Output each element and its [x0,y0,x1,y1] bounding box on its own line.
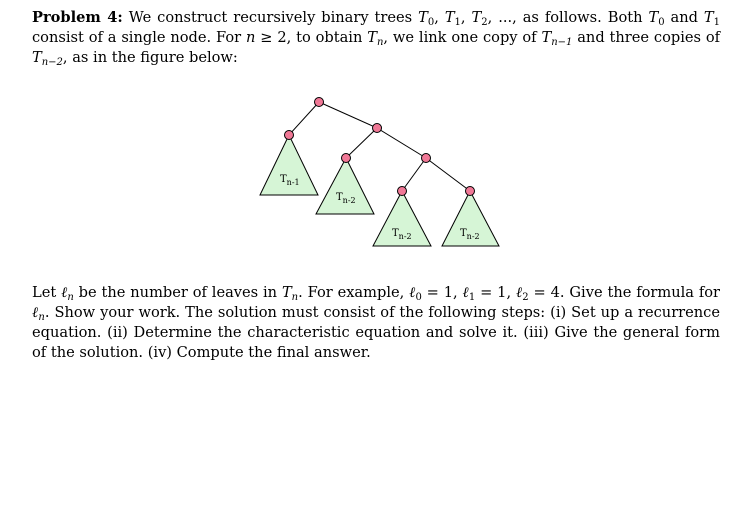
tree-node [398,187,407,196]
problem-text: We construct recursively binary trees [122,9,419,26]
subtree-t-n-2-first [316,158,374,214]
math-Tn-2: $T_{n-2}$ [32,49,63,68]
tree-node [285,131,294,140]
subtree-t-n-1 [260,135,318,195]
math-Tn: $T_n$ [281,284,299,303]
math-ell-2: ℓ$_2$ [515,284,529,303]
math-ell-n: ℓ$_n$ [32,304,45,323]
edges [289,102,470,191]
subtree-label: $T_{n-2}$ [336,192,356,205]
edge-b-right [426,158,470,191]
math-ell-n: ℓ$_n$ [61,284,74,303]
edge-root-left [289,102,319,135]
tree-node [342,154,351,163]
tree-node [373,124,382,133]
edge-a-left [346,128,377,158]
math-T0: $T_0$ [418,9,435,28]
tree-node-root [315,98,324,107]
nodes [285,98,475,196]
tree-node [422,154,431,163]
math-T1: $T_1$ [444,9,461,28]
math-n: n [245,29,256,46]
math-T1: $T_1$ [703,9,721,28]
subtree-label: $T_{n-2}$ [392,228,412,241]
edge-b-left [402,158,426,191]
math-Tn-1: $T_{n-1}$ [541,29,573,48]
question-statement: Let ℓ$_n$ be the number of leaves in $T_n$. For example, ℓ$_0$ = 1, ℓ$_1$ = 1, ℓ$_2$ = 4. Give the formula for ℓ$_n$. Show your work. The solution must consist of the following steps: (i) Set up a recurrence equation. (ii) Determine the characteristic equation and solve it. (iii) Give the general form of the solution. (iv) Compute the final answer. [32,284,720,361]
math-ell-0: ℓ$_0$ [409,284,422,303]
math-Tn: $T_n$ [367,29,384,48]
math-T2: $T_2$ [471,9,488,28]
subtree-triangle [316,158,374,214]
subtree-t-n-2-second [373,191,431,246]
problem-statement: Problem 4: We construct recursively binary trees $T_0$, $T_1$, $T_2$, ..., as follows. Both $T_0$ and $T_1$ consist of a single node. For n ≥ 2, to obtain $T_n$, we link one copy of $T_{n-1}$ and three copies of $T_{n-2}$, as in the figure below: [32,9,721,68]
problem-label: Problem 4: [32,9,123,26]
subtree-label: $T_{n-1}$ [280,174,300,187]
subtree-label: $T_{n-2}$ [460,228,480,241]
edge-root-right [319,102,377,128]
math-ell-1: ℓ$_1$ [462,284,476,303]
math-T0: $T_0$ [648,9,665,28]
subtree-t-n-2-third [442,191,499,246]
tree-node [466,187,475,196]
edge-a-right [377,128,426,158]
